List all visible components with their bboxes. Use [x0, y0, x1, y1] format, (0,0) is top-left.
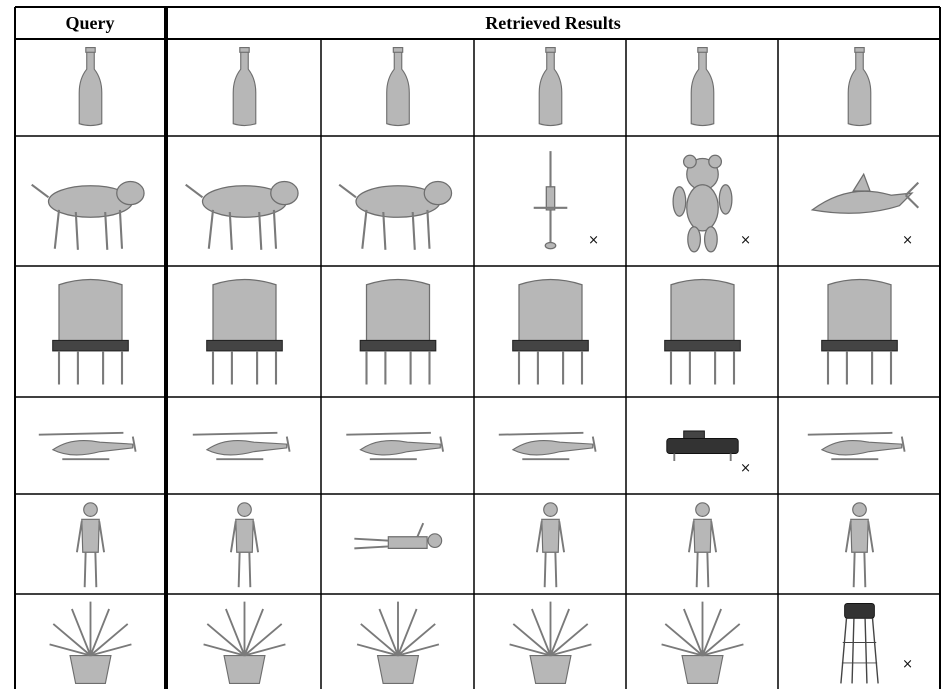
result-chair-4: [628, 268, 777, 396]
result-bottle-2: [323, 41, 473, 135]
result-human-5: [780, 496, 939, 593]
result-quadruped-3: [476, 138, 625, 265]
irrelevant-mark: ×: [588, 233, 599, 248]
result-human-3: [476, 496, 625, 593]
potted-plant-model-thumbnail: [323, 596, 473, 689]
syringe-model-thumbnail: [476, 138, 625, 265]
result-potted-plant-2: [323, 596, 473, 689]
water-tower-model-thumbnail: [780, 596, 939, 689]
bottle-model-thumbnail: [476, 41, 625, 135]
dog-model-thumbnail: [17, 138, 164, 265]
human-model-thumbnail: [628, 496, 777, 593]
query-quadruped: [17, 138, 164, 265]
query-potted-plant: [17, 596, 164, 689]
human-model-thumbnail: [17, 496, 164, 593]
query-chair: [17, 268, 164, 396]
result-bottle-5: [780, 41, 939, 135]
result-potted-plant-3: [476, 596, 625, 689]
cable-car-model-thumbnail: [628, 399, 777, 493]
result-helicopter-1: [169, 399, 320, 493]
irrelevant-mark: ×: [902, 233, 913, 248]
potted-plant-model-thumbnail: [169, 596, 320, 689]
bottle-model-thumbnail: [628, 41, 777, 135]
result-bottle-1: [169, 41, 320, 135]
irrelevant-mark: ×: [740, 461, 751, 476]
armchair-model-thumbnail: [17, 268, 164, 396]
result-chair-1: [169, 268, 320, 396]
bottle-model-thumbnail: [780, 41, 939, 135]
result-helicopter-5: [780, 399, 939, 493]
result-bottle-3: [476, 41, 625, 135]
human-model-thumbnail: [169, 496, 320, 593]
irrelevant-mark: ×: [740, 233, 751, 248]
query-human: [17, 496, 164, 593]
wolf-model-thumbnail: [323, 138, 473, 265]
potted-plant-model-thumbnail: [476, 596, 625, 689]
result-human-4: [628, 496, 777, 593]
query-bottle: [17, 41, 164, 135]
human-model-thumbnail: [780, 496, 939, 593]
result-helicopter-4: [628, 399, 777, 493]
result-helicopter-3: [476, 399, 625, 493]
bottle-model-thumbnail: [169, 41, 320, 135]
helicopter-model-thumbnail: [169, 399, 320, 493]
potted-plant-model-thumbnail: [17, 596, 164, 689]
cantilever-chair-model-thumbnail: [780, 268, 939, 396]
helicopter-model-thumbnail: [476, 399, 625, 493]
teddy-bear-model-thumbnail: [628, 138, 777, 265]
result-human-1: [169, 496, 320, 593]
ornate-chair-model-thumbnail: [476, 268, 625, 396]
result-helicopter-2: [323, 399, 473, 493]
human-model-thumbnail: [476, 496, 625, 593]
dolphin-model-thumbnail: [780, 138, 939, 265]
result-chair-5: [780, 268, 939, 396]
bottle-model-thumbnail: [17, 41, 164, 135]
chair-side-model-thumbnail: [169, 268, 320, 396]
quadruped-model-thumbnail: [169, 138, 320, 265]
query-column-header: Query: [65, 13, 115, 33]
result-quadruped-1: [169, 138, 320, 265]
result-potted-plant-1: [169, 596, 320, 689]
result-potted-plant-4: [628, 596, 777, 689]
potted-plant-model-thumbnail: [628, 596, 777, 689]
adirondack-chair-model-thumbnail: [628, 268, 777, 396]
result-bottle-4: [628, 41, 777, 135]
result-quadruped-2: [323, 138, 473, 265]
helicopter-model-thumbnail: [323, 399, 473, 493]
query-helicopter: [17, 399, 164, 493]
human-lying-model-thumbnail: [323, 496, 473, 593]
result-potted-plant-5: [780, 596, 939, 689]
irrelevant-mark: ×: [902, 657, 913, 672]
result-quadruped-5: [780, 138, 939, 265]
result-quadruped-4: [628, 138, 777, 265]
result-human-2: [323, 496, 473, 593]
results-column-header: Retrieved Results: [485, 13, 621, 33]
helicopter-model-thumbnail: [17, 399, 164, 493]
chair-model-thumbnail: [323, 268, 473, 396]
result-chair-3: [476, 268, 625, 396]
bottle-model-thumbnail: [323, 41, 473, 135]
helicopter-model-thumbnail: [780, 399, 939, 493]
result-chair-2: [323, 268, 473, 396]
